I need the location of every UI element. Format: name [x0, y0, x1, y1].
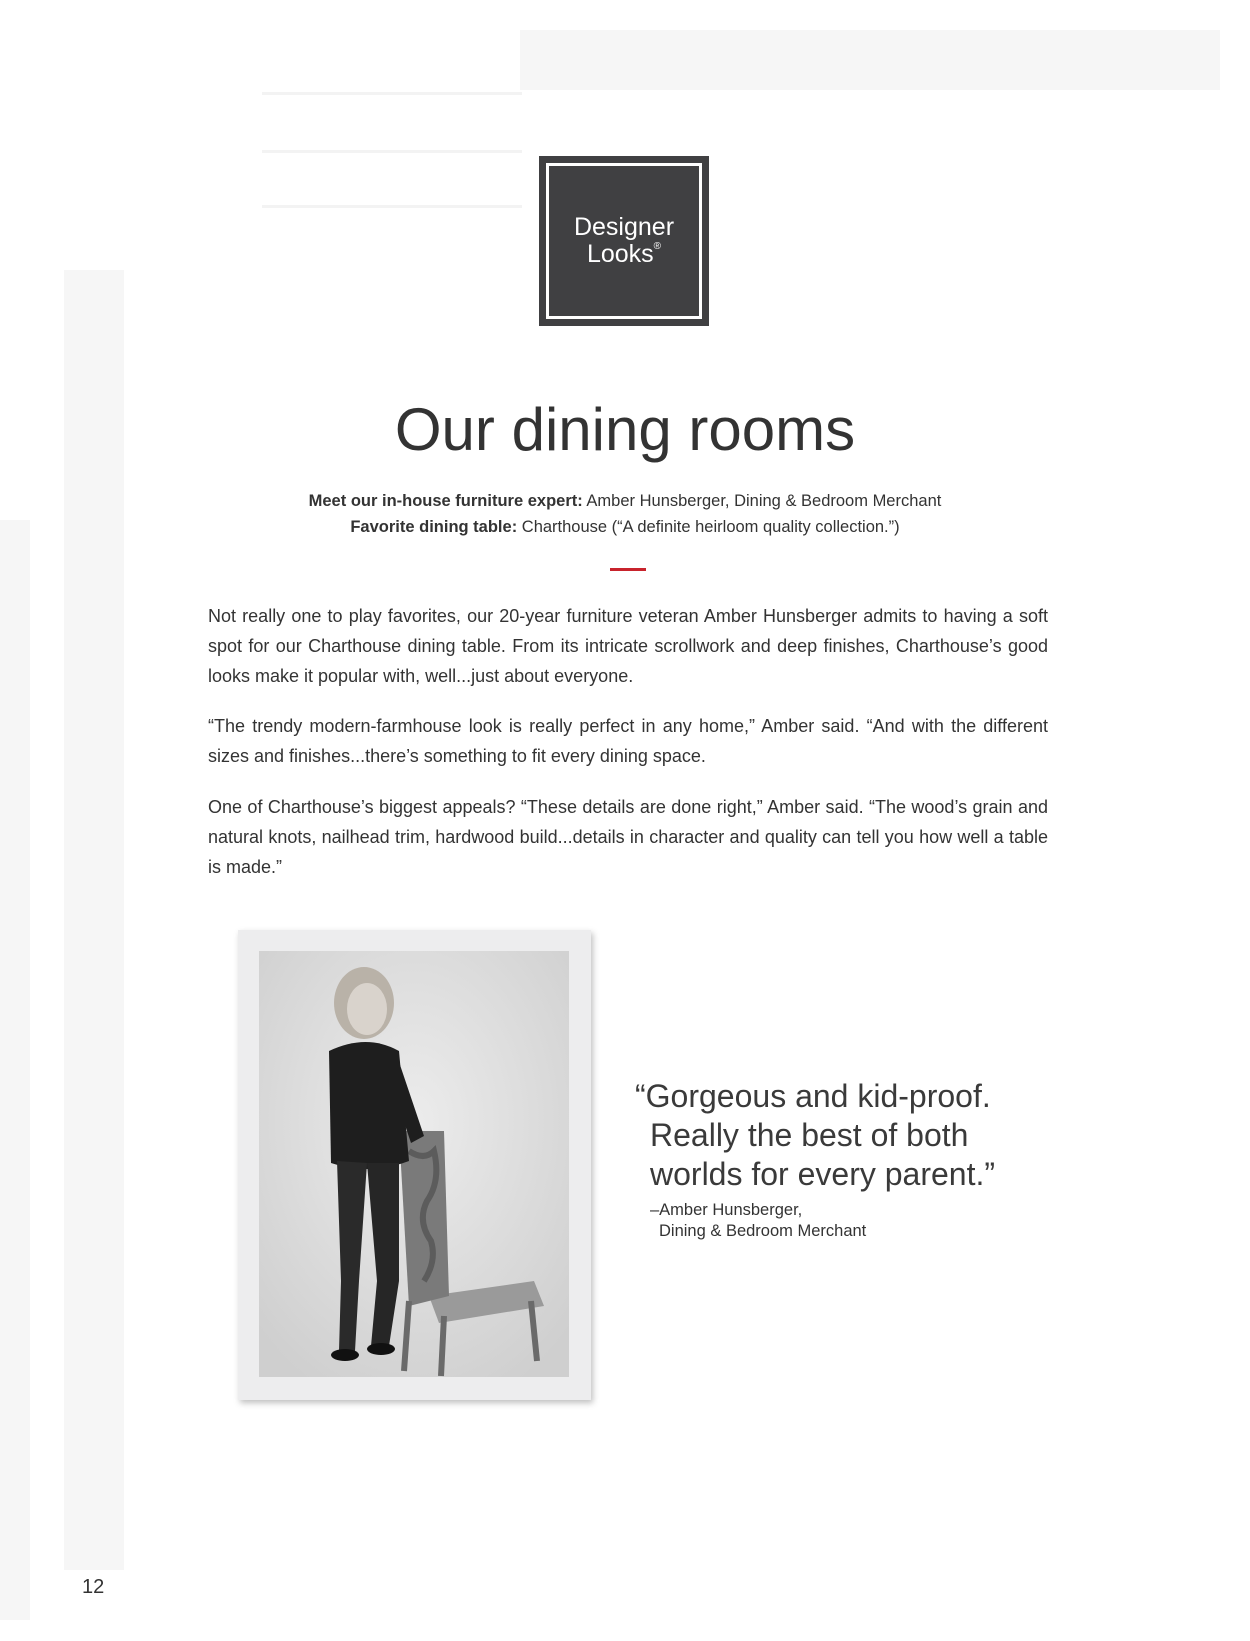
- registered-mark: ®: [653, 241, 662, 252]
- shoe-right: [367, 1343, 395, 1355]
- meta-favorite-table: [0, 514, 1250, 540]
- attribution-role: Dining & Bedroom Merchant: [659, 1222, 867, 1240]
- woman-with-chair-photo: [259, 951, 569, 1377]
- photo-illustration: [259, 951, 569, 1377]
- ghost-print-left-column: [64, 270, 124, 1570]
- quote-line-1: “Gorgeous and kid-proof.: [635, 1078, 991, 1114]
- meta-favorite-value: Charthouse (“A definite heirloom quality collection.”): [517, 518, 900, 536]
- logo-line-2-text: Looks: [586, 240, 654, 268]
- quote-line-3: worlds for every parent.”: [650, 1156, 996, 1192]
- ghost-print-edge: [0, 520, 30, 1620]
- logo-line-2: [574, 241, 674, 268]
- logo-text: [574, 214, 674, 268]
- body-paragraph-1: Not really one to play favorites, our 20-year furniture veteran Amber Hunsberger admits to having a soft spot for our Charthouse dining table. From its intricate scrollwork and deep finishes, Charthouse’s good looks make it popular with, well...just about everyone.: [208, 606, 1048, 686]
- ghost-print-top: [520, 30, 1220, 90]
- page-title: Our dining rooms: [394, 396, 856, 463]
- accent-divider: [610, 568, 646, 571]
- ghost-print-line: [262, 150, 522, 153]
- meta-expert-value: Amber Hunsberger, Dining & Bedroom Merchant: [582, 492, 942, 510]
- quote-attribution: [650, 1200, 1010, 1242]
- page-number: 12: [82, 1576, 105, 1598]
- quote-line-2: Really the best of both: [650, 1117, 969, 1153]
- ghost-print-line: [262, 205, 522, 208]
- face: [347, 983, 387, 1035]
- designer-looks-logo: [539, 156, 709, 326]
- meta-expert-label: Meet our in-house furniture expert:: [308, 492, 583, 510]
- body-paragraph-3: One of Charthouse’s biggest appeals? “These details are done right,” Amber said. “The wood’s grain and natural knots, nailhead trim, hardwood build...details in character and quality can tell you how well a table is made.”: [208, 797, 1048, 877]
- meta-favorite-label: Favorite dining table:: [350, 518, 518, 536]
- shoe-left: [331, 1349, 359, 1361]
- pull-quote: [635, 1077, 1055, 1194]
- attribution-name: –Amber Hunsberger,: [650, 1201, 803, 1219]
- logo-line-1: Designer: [573, 213, 675, 241]
- body-paragraph-2: “The trendy modern-farmhouse look is really perfect in any home,” Amber said. “And with the different sizes and finishes...there’s something to fit every dining space.: [208, 716, 1048, 766]
- photo-frame: [238, 930, 591, 1400]
- meta-expert: [0, 488, 1250, 514]
- ghost-print-line: [262, 92, 522, 95]
